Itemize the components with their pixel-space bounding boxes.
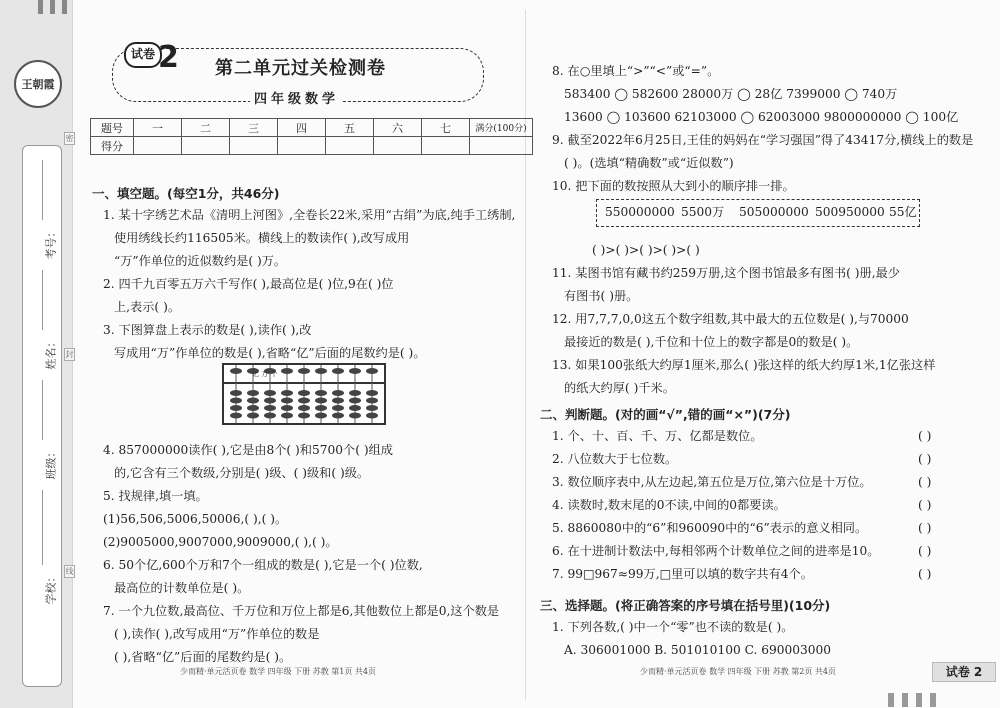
abacus-bead [332,413,344,419]
question-line: 最高位的计数单位是( )。 [114,581,250,595]
question-line: 的纸大约厚( )千米。 [564,381,675,395]
abacus-bead [247,413,259,419]
abacus-bead [247,390,259,396]
abacus-bead [315,398,327,404]
abacus-label: 亿 万 个 [252,370,278,378]
abacus-bead [298,390,310,396]
question-line: 7. 99□967≈99万,□里可以填的数字共有4个。 [552,567,813,581]
question-line: 使用绣线长约116505米。横线上的数读作( ),改写成用 [114,231,410,245]
field-line [42,490,43,565]
question-line: “万”作单位的近似数约是( )万。 [114,254,287,268]
abacus-bead [349,413,361,419]
answer-bracket[interactable]: ( ) [918,498,932,512]
abacus-bead [230,368,242,374]
question-line: 10. 把下面的数按照从大到小的顺序排一排。 [552,179,795,193]
question-line: 5. 找规律,填一填。 [103,489,208,503]
section-heading: 一、填空题。(每空1分，共46分) [92,186,280,201]
abacus-bead [230,413,242,419]
question-line: 11. 某图书馆有藏书约259万册,这个图书馆最多有图书( )册,最少 [552,266,900,280]
answer-bracket[interactable]: ( ) [918,544,932,558]
score-cell: 三 [230,119,278,137]
score-input[interactable] [422,137,470,155]
sort-number: 550000000 [605,205,675,219]
sort-number: 500950000 [815,205,885,219]
sort-number: 55亿 [889,205,917,219]
question-line: 2. 八位数大于七位数。 [552,452,678,466]
abacus-bead [264,390,276,396]
abacus-bead [366,413,378,419]
abacus-bead [332,368,344,374]
score-input[interactable] [230,137,278,155]
question-line: 583400 ◯ 582600 28000万 ◯ 28亿 7399000 ◯ 740万 [564,87,898,101]
score-table [90,118,533,155]
abacus-bead [298,398,310,404]
abacus-bead [264,398,276,404]
section-heading: 三、选择题。(将正确答案的序号填在括号里)(10分) [540,598,831,613]
question-line: 的,它含有三个数级,分别是( )级、( )级和( )级。 [114,466,370,480]
cut-mark: 线 [65,567,74,576]
sort-number: 5500万 [681,205,725,219]
answer-bracket[interactable]: ( ) [918,429,932,443]
abacus-bead [332,398,344,404]
question-line: 1. 下列各数,( )中一个“零”也不读的数是( )。 [552,620,794,634]
abacus-bead [298,368,310,374]
abacus-bead [332,390,344,396]
exam-number-label: 考号： [44,226,58,260]
abacus-bead [281,368,293,374]
footer-right: 少而精·单元活页卷 数学 四年级 下册 苏教 第2页 共4页 [640,667,836,676]
question-line: 1. 个、十、百、千、万、亿都是数位。 [552,429,763,443]
question-line: ( )>( )>( )>( )>( ) [592,243,700,257]
abacus-bead [366,405,378,411]
question-line: 7. 一个九位数,最高位、千万位和万位上都是6,其他数位上都是0,这个数是 [103,604,500,618]
page-title: 第二单元过关检测卷 [215,58,386,79]
question-line: 最接近的数是( ),千位和十位上的数字都是0的数是( )。 [564,335,859,349]
score-value-row [91,137,533,155]
score-input[interactable] [326,137,374,155]
class-label: 班级： [44,446,58,480]
question-line: 9. 截至2022年6月25日,王佳的妈妈在“学习强国”得了43417分,横线上的数是 [552,133,974,147]
bottom-mark [916,693,922,707]
question-line: 写成用“万”作单位的数是( ),省略“亿”后面的尾数约是( )。 [114,346,426,360]
abacus-bead [247,405,259,411]
question-line: 2. 四千九百零五万六千写作( ),最高位是( )位,9在( )位 [103,277,394,291]
abacus-bead [230,398,242,404]
exam-tag: 试卷 [124,42,162,68]
answer-bracket[interactable]: ( ) [918,475,932,489]
question-line: 12. 用7,7,7,0,0这五个数字组数,其中最大的五位数是( ),与70000 [552,312,909,326]
abacus-bead [264,405,276,411]
answer-bracket[interactable]: ( ) [918,452,932,466]
abacus-bead [315,368,327,374]
question-line: 3. 下图算盘上表示的数是( ),读作( ),改 [103,323,312,337]
score-header-row [91,119,533,137]
abacus-bead [281,413,293,419]
score-cell: 一 [134,119,182,137]
page-divider [525,10,526,700]
score-cell: 七 [422,119,470,137]
bottom-mark [888,693,894,707]
section-heading: 二、判断题。(对的画“√”,错的画“×”)(7分) [540,407,791,422]
score-input[interactable] [134,137,182,155]
score-input[interactable] [278,137,326,155]
score-cell: 题号 [91,119,134,137]
brand-logo: 王朝霞 [14,60,62,108]
page-subtitle: 四年级数学 [250,88,343,107]
abacus-bead [366,398,378,404]
exam-number: 2 [158,40,179,75]
question-line: 1. 某十字绣艺术品《清明上河图》,全卷长22米,采用“古绢”为底,纯手工绣制, [103,208,516,222]
score-cell: 六 [374,119,422,137]
score-input[interactable] [374,137,422,155]
abacus-bead [281,398,293,404]
cut-mark: 封 [65,350,74,359]
score-cell: 得分 [91,137,134,155]
score-cell: 五 [326,119,374,137]
question-line: 13. 如果100张纸大约厚1厘米,那么( )张这样的纸大约厚1米,1亿张这样 [552,358,936,372]
abacus-bead [230,390,242,396]
abacus-bead [349,390,361,396]
sort-number: 505000000 [739,205,809,219]
abacus-bead [315,390,327,396]
question-line: (1)56,506,5006,50006,( ),( )。 [103,512,288,526]
abacus-bead [281,390,293,396]
abacus-bead [230,405,242,411]
abacus-bead [315,405,327,411]
field-line [42,270,43,330]
abacus-bead [298,413,310,419]
question-line: 3. 数位顺序表中,从左边起,第五位是万位,第六位是十万位。 [552,475,872,489]
question-line: A. 306001000 B. 501010100 C. 690003000 [564,643,831,657]
question-line: 上,表示( )。 [114,300,181,314]
strip-mark [62,0,67,14]
question-line: 8. 在○里填上“>”“<”或“=”。 [552,64,720,78]
abacus-bead [366,368,378,374]
school-label: 学校： [44,571,58,605]
abacus-bead [264,413,276,419]
footer-left: 少而精·单元活页卷 数学 四年级 下册 苏教 第1页 共4页 [180,667,376,676]
abacus-bead [366,390,378,396]
question-line: 13600 ◯ 103600 62103000 ◯ 62003000 9800000000 ◯ 100亿 [564,110,959,124]
score-cell: 二 [182,119,230,137]
strip-mark [38,0,43,14]
question-line: 6. 50个亿,600个万和7个一组成的数是( ),它是一个( )位数, [103,558,423,572]
score-input[interactable] [182,137,230,155]
question-line: ( ),读作( ),改写成用“万”作单位的数是 [114,627,320,641]
score-cell: 四 [278,119,326,137]
abacus-bead [349,368,361,374]
field-line [42,380,43,440]
answer-bracket[interactable]: ( ) [918,521,932,535]
question-line: (2)9005000,9007000,9009000,( ),( )。 [103,535,338,549]
abacus-bead [281,405,293,411]
exam-badge: 试卷 2 [932,662,996,682]
abacus-figure [222,363,386,425]
score-cell: 满分(100分) [470,119,533,137]
answer-bracket[interactable]: ( ) [918,567,932,581]
score-input[interactable] [470,137,533,155]
question-line: 有图书( )册。 [564,289,639,303]
cut-mark: 密 [65,134,74,143]
bottom-mark [902,693,908,707]
question-line: 4. 857000000读作( ),它是由8个( )和5700个( )组成 [103,443,393,457]
abacus-bead [349,405,361,411]
question-line: ( )。(选填“精确数”或“近似数”) [564,156,734,170]
question-line: ( ),省略“亿”后面的尾数约是( )。 [114,650,292,664]
abacus-bead [247,398,259,404]
strip-mark [50,0,55,14]
abacus-bead [298,405,310,411]
question-line: 6. 在十进制计数法中,每相邻两个计数单位之间的进率是10。 [552,544,880,558]
name-label: 姓名： [44,336,58,370]
field-line [42,160,43,220]
abacus-bead [332,405,344,411]
abacus-bead [315,413,327,419]
sort-numbers-box [596,199,920,227]
bottom-mark [930,693,936,707]
abacus-bead [349,398,361,404]
question-line: 4. 读数时,数末尾的0不读,中间的0都要读。 [552,498,786,512]
question-line: 5. 8860080中的“6”和960090中的“6”表示的意义相同。 [552,521,868,535]
